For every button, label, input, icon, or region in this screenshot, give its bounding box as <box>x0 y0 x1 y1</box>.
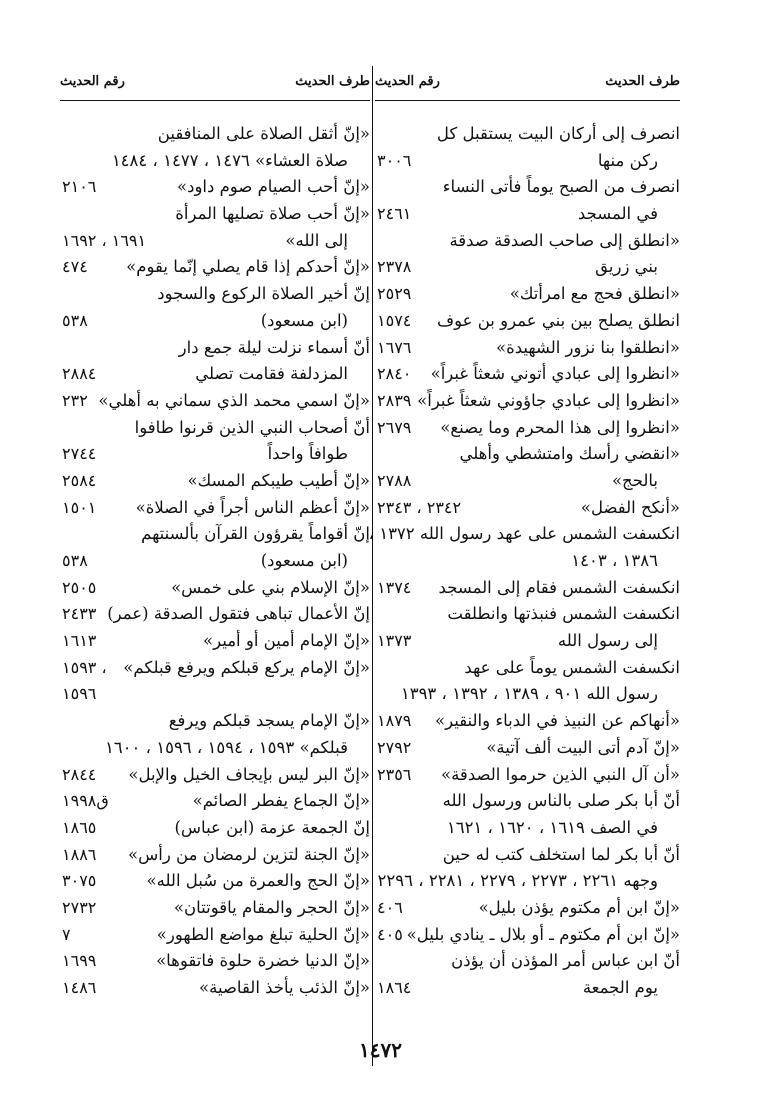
hadith-number: ٣٠٧٥ <box>62 871 97 891</box>
index-entry <box>60 468 370 495</box>
hadith-term: طوافاً واحداً <box>267 444 348 464</box>
hadith-term: ركن منها <box>597 150 658 170</box>
hadith-number: ٢٧٣٢ <box>62 897 97 917</box>
page-number: ١٤٧٢ <box>359 1038 402 1062</box>
hadith-number: ١٥٩٦ <box>62 684 97 704</box>
hadith-term: انكسفت الشمس فنبذتها وانطلقت <box>447 604 680 624</box>
hadith-number: ١٦٩١ ، ١٦٩٢ <box>62 230 147 250</box>
hadith-term: أنّ ابن عباس أمر المؤذن أن يؤذن <box>451 951 680 971</box>
index-entry <box>375 201 680 228</box>
hadith-number: ١٦٧٦ <box>377 337 412 357</box>
hadith-term: أنّ أصحاب النبي الذين قرنوا طافوا <box>134 417 370 437</box>
index-entry <box>60 441 370 468</box>
hadith-number: ق١٩٩٨ <box>62 791 109 811</box>
hadith-term: انصرف من الصبح يوماً فأتى النساء <box>442 177 680 197</box>
index-entry <box>375 735 680 762</box>
hadith-term: «إنّ الدنيا خضرة حلوة فاتقوها» <box>156 951 370 971</box>
hadith-number: ٢٧٤٤ <box>62 444 97 464</box>
hadith-number: ٧ <box>62 924 71 944</box>
hadith-number: ٢٨٨٤ <box>62 364 97 384</box>
index-entry <box>60 548 370 575</box>
hadith-term: «أن آل النبي الذين حرموا الصدقة» <box>440 764 680 784</box>
index-entry <box>375 922 680 949</box>
hadith-number: ١٣٧٤ <box>377 577 412 597</box>
hadith-term: إلى رسول الله <box>557 631 658 651</box>
index-entry <box>60 148 370 175</box>
header-term-label: طرف الحديث <box>295 74 370 89</box>
hadith-term: «انطلقوا بنا نزور الشهيدة» <box>495 337 680 357</box>
hadith-term: صلاة العشاء» ١٤٧٦ ، ١٤٧٧ ، ١٤٨٤ <box>111 150 348 170</box>
hadith-term: في المسجد <box>577 204 658 224</box>
hadith-term: وجهه ٢٢٦١ ، ٢٢٧٣ ، ٢٢٧٩ ، ٢٢٨١ ، ٢٢٩٦ <box>377 871 658 891</box>
index-entry <box>375 121 680 148</box>
hadith-term: إنّ الجمعة عزمة (ابن عباس) <box>174 817 370 837</box>
index-column-right <box>368 74 680 1002</box>
hadith-number: ١٦٩٩ <box>62 951 97 971</box>
index-entry <box>375 815 680 842</box>
column-header <box>60 74 370 101</box>
hadith-term: «انطلق فحج مع امرأتك» <box>509 284 680 304</box>
index-entry <box>375 708 680 735</box>
header-number-label: رقم الحديث <box>375 74 440 89</box>
index-entry <box>60 575 370 602</box>
index-entry <box>60 735 370 762</box>
hadith-term: انكسفت الشمس على عهد رسول الله ١٣٧٢ ، <box>368 524 680 544</box>
hadith-term: انطلق يصلح بين بني عمرو بن عوف <box>437 310 680 330</box>
hadith-term: «إنّ الإمام أمين أو أمير» <box>203 631 370 651</box>
index-entry <box>375 788 680 815</box>
hadith-number: ٢٨٤٤ <box>62 764 97 784</box>
hadith-term: «إنّ البر ليس بإيجاف الخيل والإبل» <box>128 764 370 784</box>
hadith-number: ٥٣٨ <box>62 551 88 570</box>
hadith-number: ٢٥٠٥ <box>62 577 97 597</box>
hadith-number: ٢١٠٦ <box>62 177 97 197</box>
index-entry <box>375 148 680 175</box>
hadith-number: ٤٠٥ <box>377 924 403 944</box>
hadith-term: إنّ أخير الصلاة الركوع والسجود <box>157 284 370 304</box>
hadith-number: ١٨٦٤ <box>377 978 412 997</box>
index-entry <box>60 788 370 815</box>
hadith-term: أنّ أسماء نزلت ليلة جمع دار <box>178 337 370 357</box>
index-entry <box>60 655 370 682</box>
index-entry <box>60 868 370 895</box>
hadith-term: «إنّ آدم أتى البيت ألف آتية» <box>486 737 680 757</box>
hadith-term: «انظروا إلى عبادي جاؤوني شعثاً غبراً» <box>417 390 680 410</box>
hadith-term: «أنهاكم عن النبيذ في الدباء والنقير» <box>435 711 680 731</box>
index-entry <box>375 762 680 789</box>
header-term-label: طرف الحديث <box>605 74 680 89</box>
hadith-term: «انقضي رأسك وامتشطي وأهلي <box>459 444 680 464</box>
index-entry <box>60 842 370 869</box>
hadith-term: «إنّ الذئب يأخذ القاصية» <box>199 978 370 997</box>
hadith-term: (ابن مسعود) <box>260 310 348 330</box>
index-entry <box>375 228 680 255</box>
column-divider <box>372 66 373 1066</box>
index-entry <box>60 254 370 281</box>
hadith-term: «إنّ الحلية تبلغ مواضع الطهور» <box>156 924 370 944</box>
index-entry <box>60 228 370 255</box>
hadith-number: ٢٣٢ <box>62 390 88 410</box>
hadith-term: «إنّ ابن أم مكتوم يؤذن بليل» <box>478 897 680 917</box>
index-entry <box>375 895 680 922</box>
index-entry <box>60 895 370 922</box>
hadith-number: ٢٦٧٩ <box>377 417 412 437</box>
index-entry <box>60 201 370 228</box>
index-rows <box>368 101 680 1002</box>
index-entry <box>60 601 370 628</box>
hadith-term: «انطلق إلى صاحب الصدقة صدقة <box>449 230 680 250</box>
index-entry <box>375 308 680 335</box>
hadith-term: يوم الجمعة <box>582 978 658 997</box>
index-entry <box>368 521 680 548</box>
hadith-number: ١٨٦٥ <box>62 817 97 837</box>
index-entry <box>375 441 680 468</box>
hadith-term: «إنّ ابن أم مكتوم ـ أو بلال ـ ينادي بليل» <box>406 924 680 944</box>
index-entry <box>375 335 680 362</box>
hadith-number: ٢٨٣٩ <box>377 390 412 410</box>
column-header <box>375 74 680 101</box>
hadith-term: (ابن مسعود) <box>260 551 348 570</box>
index-entry <box>375 948 680 975</box>
hadith-number: ٢٥٨٤ <box>62 470 97 490</box>
index-entry <box>60 361 370 388</box>
index-entry <box>375 468 680 495</box>
hadith-number: ١٦١٣ <box>62 631 97 651</box>
hadith-term: في الصف ١٦١٩ ، ١٦٢٠ ، ١٦٢١ <box>446 817 658 837</box>
hadith-term: إلى الله» <box>285 230 348 250</box>
hadith-number: ٢٣٥٦ <box>377 764 412 784</box>
index-entry <box>60 708 370 735</box>
hadith-number: ٥٣٨ <box>62 310 88 330</box>
hadith-term: أنّ أبا بكر لما استخلف كتب له حين <box>442 844 680 864</box>
hadith-term: إنّ أقواماً يقرؤون القرآن بألسنتهم <box>141 524 370 544</box>
hadith-term: المزدلفة فقامت تصلي <box>195 364 348 384</box>
hadith-term: «إنّ الإمام يركع قبلكم ويرفع قبلكم» <box>123 657 370 677</box>
hadith-term: «إنّ أعظم الناس أجراً في الصلاة» <box>135 497 370 517</box>
hadith-term: «إنّ الحجر والمقام ياقوتتان» <box>173 897 370 917</box>
index-column-left <box>60 74 370 1002</box>
index-entry <box>60 388 370 415</box>
index-entry <box>375 415 680 442</box>
index-entry <box>375 601 680 628</box>
index-entry <box>375 495 680 522</box>
hadith-number: ١٥٠١ <box>62 497 97 517</box>
index-entry <box>60 975 370 1002</box>
hadith-term: «إنّ الحج والعمرة من سُبل الله» <box>146 871 370 891</box>
hadith-number: ٢٨٤٠ <box>377 364 412 384</box>
index-entry <box>60 628 370 655</box>
hadith-number: ٢٣٧٨ <box>377 257 412 277</box>
hadith-term: قبلكم» ١٥٩٣ ، ١٥٩٤ ، ١٥٩٦ ، ١٦٠٠ <box>104 737 348 757</box>
hadith-term: إنّ الأعمال تباهى فتقول الصدقة (عمر) <box>107 604 370 624</box>
index-rows <box>60 101 370 1002</box>
index-entry <box>375 548 680 575</box>
hadith-number: ٢٧٨٨ <box>377 470 412 490</box>
hadith-term: «إنّ أثقل الصلاة على المنافقين <box>157 124 370 143</box>
index-entry <box>60 922 370 949</box>
index-entry <box>60 335 370 362</box>
hadith-term: ١٣٨٦ ، ١٤٠٣ <box>571 551 658 570</box>
hadith-number: ١٥٩٣ ، <box>62 657 107 677</box>
index-entry <box>375 254 680 281</box>
index-entry <box>60 174 370 201</box>
hadith-term: «إنّ أحب الصيام صوم داود» <box>177 177 370 197</box>
hadith-term: «إنّ الجماع يفطر الصائم» <box>192 791 370 811</box>
hadith-term: «إنّ اسمي محمد الذي سماني به أهلي» <box>98 390 370 410</box>
index-entry <box>60 948 370 975</box>
hadith-number: ٢٤٦١ <box>377 204 412 224</box>
hadith-number: ١٨٧٩ <box>377 711 412 731</box>
index-entry <box>375 388 680 415</box>
hadith-number: ١٥٧٤ <box>377 310 412 330</box>
index-entry <box>375 575 680 602</box>
index-entry <box>375 361 680 388</box>
hadith-term: بني زريق <box>595 257 658 277</box>
hadith-number: ٢٣٤٢ ، ٢٣٤٣ <box>377 497 462 517</box>
hadith-term: «انظروا إلى هذا المحرم وما يصنع» <box>440 417 680 437</box>
hadith-term: «إنّ أحب صلاة تصليها المرأة <box>175 204 370 224</box>
hadith-number: ١٣٧٣ <box>377 631 412 651</box>
hadith-number: ٤٠٦ <box>377 897 403 917</box>
hadith-term: رسول الله ٩٠١ ، ١٣٨٩ ، ١٣٩٢ ، ١٣٩٣ <box>400 684 658 704</box>
index-entry <box>60 308 370 335</box>
header-number-label: رقم الحديث <box>60 74 125 89</box>
index-entry <box>375 681 680 708</box>
index-entry <box>375 655 680 682</box>
index-entry <box>60 495 370 522</box>
index-entry <box>375 174 680 201</box>
hadith-term: «أنكح الفضل» <box>580 497 680 517</box>
hadith-term: انكسفت الشمس فقام إلى المسجد <box>438 577 680 597</box>
index-entry <box>375 975 680 1002</box>
hadith-number: ٢٧٩٢ <box>377 737 412 757</box>
hadith-term: «إنّ الإمام يسجد قبلكم ويرفع <box>168 711 370 731</box>
hadith-number: ١٨٨٦ <box>62 844 97 864</box>
hadith-term: «إنّ أحدكم إذا قام يصلي إنّما يقوم» <box>126 257 370 277</box>
hadith-term: انصرف إلى أركان البيت يستقبل كل <box>436 124 680 143</box>
hadith-term: بالحج» <box>611 470 658 490</box>
hadith-number: ٢٥٢٩ <box>377 284 412 304</box>
hadith-term: «إنّ أطيب طيبكم المسك» <box>187 470 370 490</box>
index-entry <box>60 681 370 708</box>
index-entry <box>375 868 680 895</box>
hadith-number: ١٤٨٦ <box>62 978 97 997</box>
hadith-number: ٢٤٣٣ <box>62 604 97 624</box>
hadith-term: انكسفت الشمس يوماً على عهد <box>464 657 680 677</box>
hadith-term: «إنّ الإسلام بني على خمس» <box>171 577 370 597</box>
index-entry <box>60 415 370 442</box>
index-entry <box>375 281 680 308</box>
index-entry <box>60 121 370 148</box>
index-entry <box>60 521 370 548</box>
index-entry <box>375 628 680 655</box>
index-entry <box>60 762 370 789</box>
hadith-term: «انظروا إلى عبادي أتوني شعثاً غبراً» <box>430 364 680 384</box>
hadith-number: ٤٧٤ <box>62 257 88 277</box>
index-entry <box>60 281 370 308</box>
hadith-number: ٣٠٠٦ <box>377 150 412 170</box>
hadith-term: «إنّ الجنة لتزين لرمضان من رأس» <box>128 844 370 864</box>
index-entry <box>375 842 680 869</box>
hadith-term: أنّ أبا بكر صلى بالناس ورسول الله <box>442 791 680 811</box>
index-entry <box>60 815 370 842</box>
